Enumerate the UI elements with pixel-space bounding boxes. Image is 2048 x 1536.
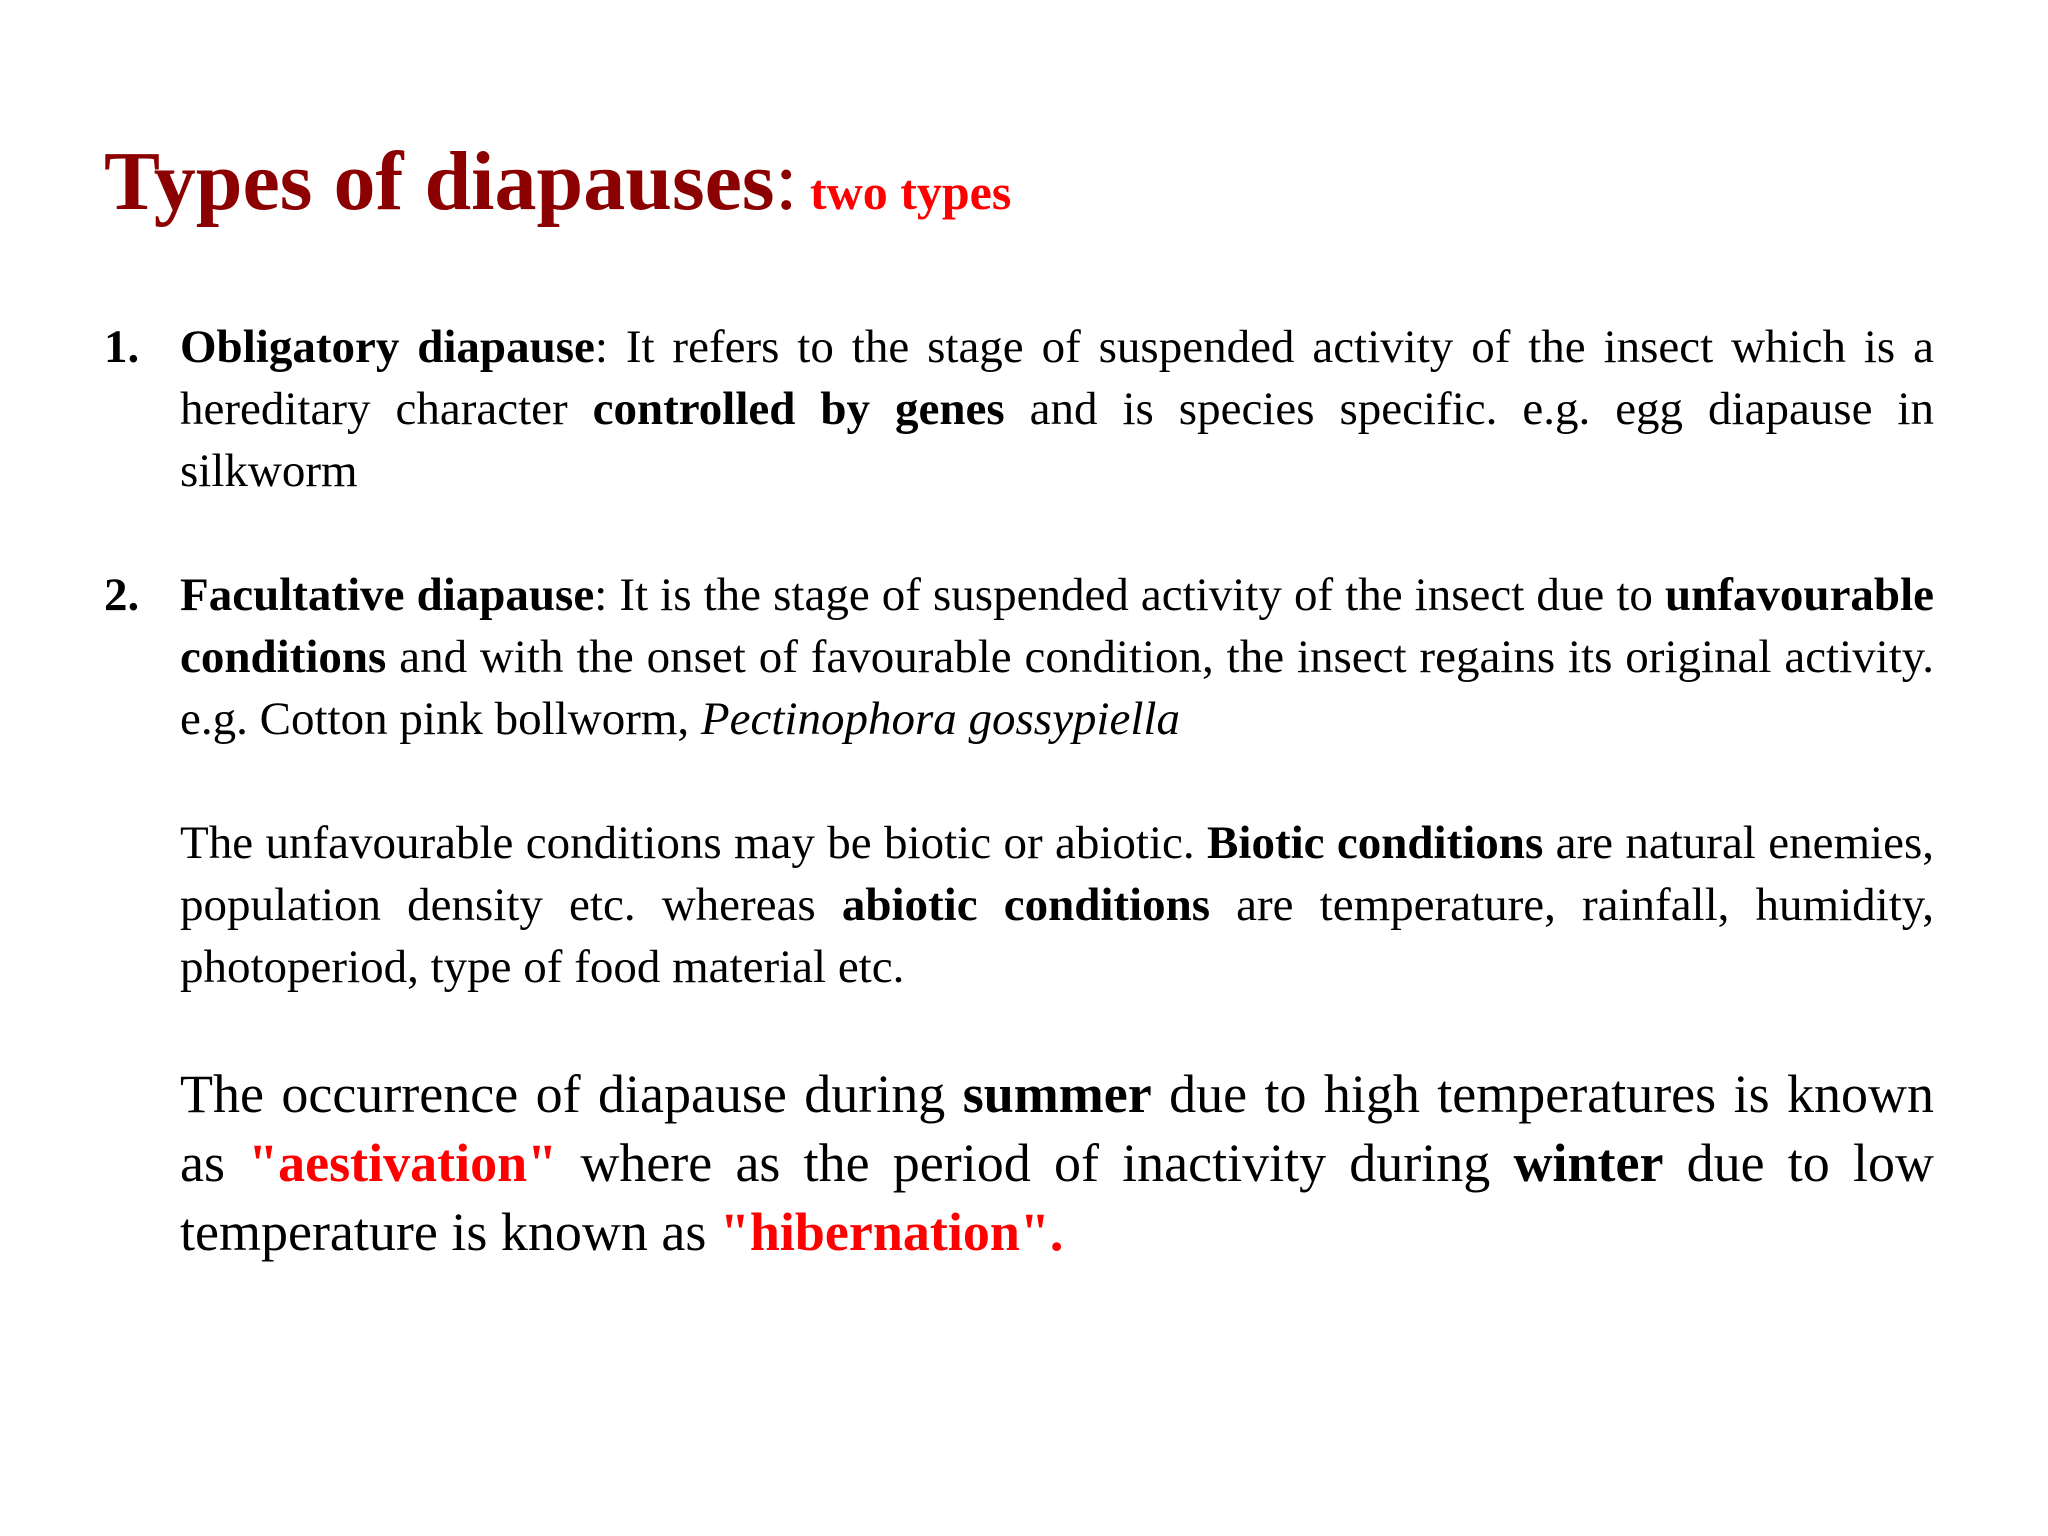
- title-main: Types of diapauses: [104, 135, 775, 228]
- obligatory-text-c: and is species specific. e.g. egg diapause in silkworm: [180, 383, 1934, 497]
- title-colon: :: [774, 135, 798, 228]
- seasonal-text-a: The occurrence of diapause during: [180, 1064, 963, 1124]
- obligatory-text-a: : It refers to the stage of suspended activity of the insect which is a hereditary character: [180, 321, 1934, 435]
- conditions-bold-abiotic: abiotic conditions: [841, 879, 1211, 931]
- slide-title: [104, 135, 1012, 228]
- obligatory-bold-genes: controlled by genes: [592, 383, 1005, 435]
- list-item-number: 2.: [104, 569, 140, 621]
- term-aestivation: "aestivation": [248, 1133, 558, 1193]
- term-hibernation: "hibernation".: [719, 1202, 1064, 1262]
- seasonal-paragraph: [180, 1060, 1934, 1267]
- list-item-text: [180, 564, 1934, 750]
- conditions-paragraph: [180, 812, 1934, 998]
- facultative-bold-conditions: unfavourable conditions: [180, 569, 1934, 683]
- conditions-text-a: The unfavourable conditions may be biotic or abiotic.: [180, 817, 1208, 869]
- title-subtitle: two types: [809, 164, 1012, 220]
- list-item-number: 1.: [104, 321, 140, 373]
- conditions-bold-biotic: Biotic conditions: [1207, 817, 1544, 869]
- list-item-facultative: [104, 564, 1934, 750]
- term-facultative-diapause: Facultative diapause: [180, 569, 595, 621]
- facultative-text-a: : It is the stage of suspended activity of the insect due to: [594, 569, 1665, 621]
- seasonal-bold-winter: winter: [1513, 1133, 1664, 1193]
- facultative-text-c: and with the onset of favourable condition, the insect regains its original activity. e.g. Cotton pink bollworm,: [180, 631, 1934, 745]
- seasonal-text-c: due to high temperatures is known as: [180, 1064, 1934, 1193]
- species-name: Pectinophora gossypiella: [700, 693, 1180, 745]
- conditions-text-e: are temperature, rainfall, humidity, photoperiod, type of food material etc.: [180, 879, 1934, 993]
- conditions-text-c: are natural enemies, population density etc. whereas: [180, 817, 1934, 931]
- seasonal-text-e: where as the period of inactivity during: [557, 1133, 1514, 1193]
- list-item-obligatory: [104, 316, 1934, 502]
- seasonal-bold-summer: summer: [962, 1064, 1152, 1124]
- seasonal-text-g: due to low temperature is known as: [180, 1133, 1934, 1262]
- term-obligatory-diapause: Obligatory diapause: [180, 321, 595, 373]
- list-item-text: [180, 316, 1934, 502]
